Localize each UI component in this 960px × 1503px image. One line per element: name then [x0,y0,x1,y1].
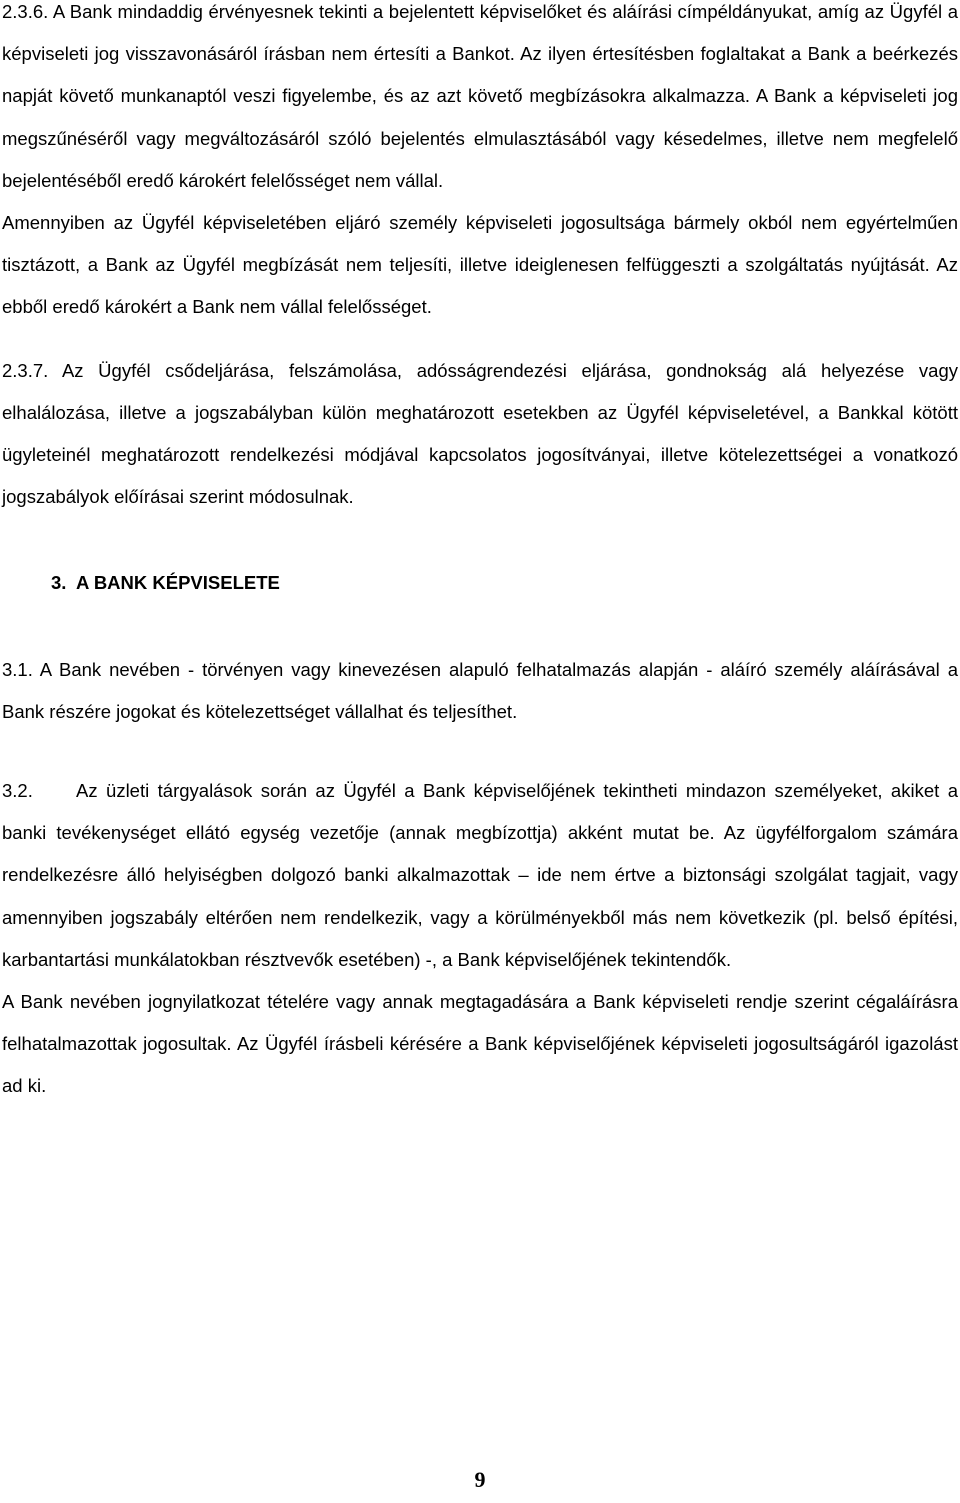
section-2-3-6-text: A Bank mindaddig érvényesnek tekinti a bejelentett képviselőket és aláírási címpéldányukat, amíg az Ügyfél a képviseleti jog visszavonásáról írásban nem értesíti a Bankot. Az ilyen értesítésben foglaltakat a Bank a beérkezés napját követő munkanaptól veszi figyelembe, és az azt követő megbízásokra alkalmazza. A Bank a képviseleti jog megszűnéséről vagy megváltozásáról szóló bejelentés elmulasztásából vagy késedelmes, illetve nem megfelelő bejelentéséből eredő károkért felelősséget nem vállal. [2,1,958,191]
section-3-2-paragraph-1 [2,770,958,981]
section-3-1-number: 3.1. [2,658,33,680]
section-3-2-paragraph-2: A Bank nevében jognyilatkozat tételére vagy annak megtagadására a Bank képviseleti rendje szerint cégaláírásra felhatalmazottak jogosultak. Az Ügyfél írásbeli kérésére a Bank képviselőjének képviseleti jogosultságáról igazolást ad ki. [2,991,958,1097]
section-3-2-text: Az üzleti tárgyalások során az Ügyfél a Bank képviselőjének tekintheti mindazon személyeket, akiket a banki tevékenységet ellátó egység vezetője (annak megbízottja) akként mutat be. Az ügyfélforgalom számára rendelkezésre álló helyiségben dolgozó banki alkalmazottak – ide nem értve a biztonsági szolgálat tagjait, vagy amennyiben jogszabály eltérően nem rendelkezik, vagy a körülményekből más nem következik (pl. belső építési, karbantartási munkálatokban résztvevők esetében) -, a Bank képviselőjének tekintendők. [2,780,958,970]
section-2-3-6-paragraph-2: Amennyiben az Ügyfél képviseletében eljáró személy képviseleti jogosultsága bármely okból nem egyértelműen tisztázott, a Bank az Ügyfél megbízását nem teljesíti, illetve ideiglenesen felfüggeszti a szolgáltatás nyújtását. Az ebből eredő károkért a Bank nem vállal felelősséget. [2,212,958,318]
section-2-3-7-text: Az Ügyfél csődeljárása, felszámolása, adósságrendezési eljárása, gondnokság alá helyezése vagy elhalálozása, illetve a jogszabályban külön meghatározott esetekben az Ügyfél képviseletével, a Bankkal kötött ügyleteinél meghatározott rendelkezési módjával kapcsolatos jogosítványai, illetve kötelezettségei a vonatkozó jogszabályok előírásai szerint módosulnak. [2,359,958,508]
chapter-3-heading [2,562,958,604]
chapter-3-title: A BANK KÉPVISELETE [76,572,280,594]
section-3-1-paragraph [2,649,958,733]
section-3-2-number: 3.2. [2,780,33,802]
section-2-3-6-paragraph-1 [2,0,958,202]
section-2-3-6-number: 2.3.6. [2,1,49,22]
chapter-3-number: 3. [51,572,67,594]
section-2-3-7-paragraph [2,350,958,519]
section-3-1-text: A Bank nevében - törvényen vagy kinevezésen alapuló felhatalmazás alapján - aláíró személy aláírásával a Bank részére jogokat és kötelezettséget vállalhat és teljesíthet. [2,658,958,722]
page-number: 9 [474,1467,486,1492]
section-2-3-7-number: 2.3.7. [2,359,49,381]
